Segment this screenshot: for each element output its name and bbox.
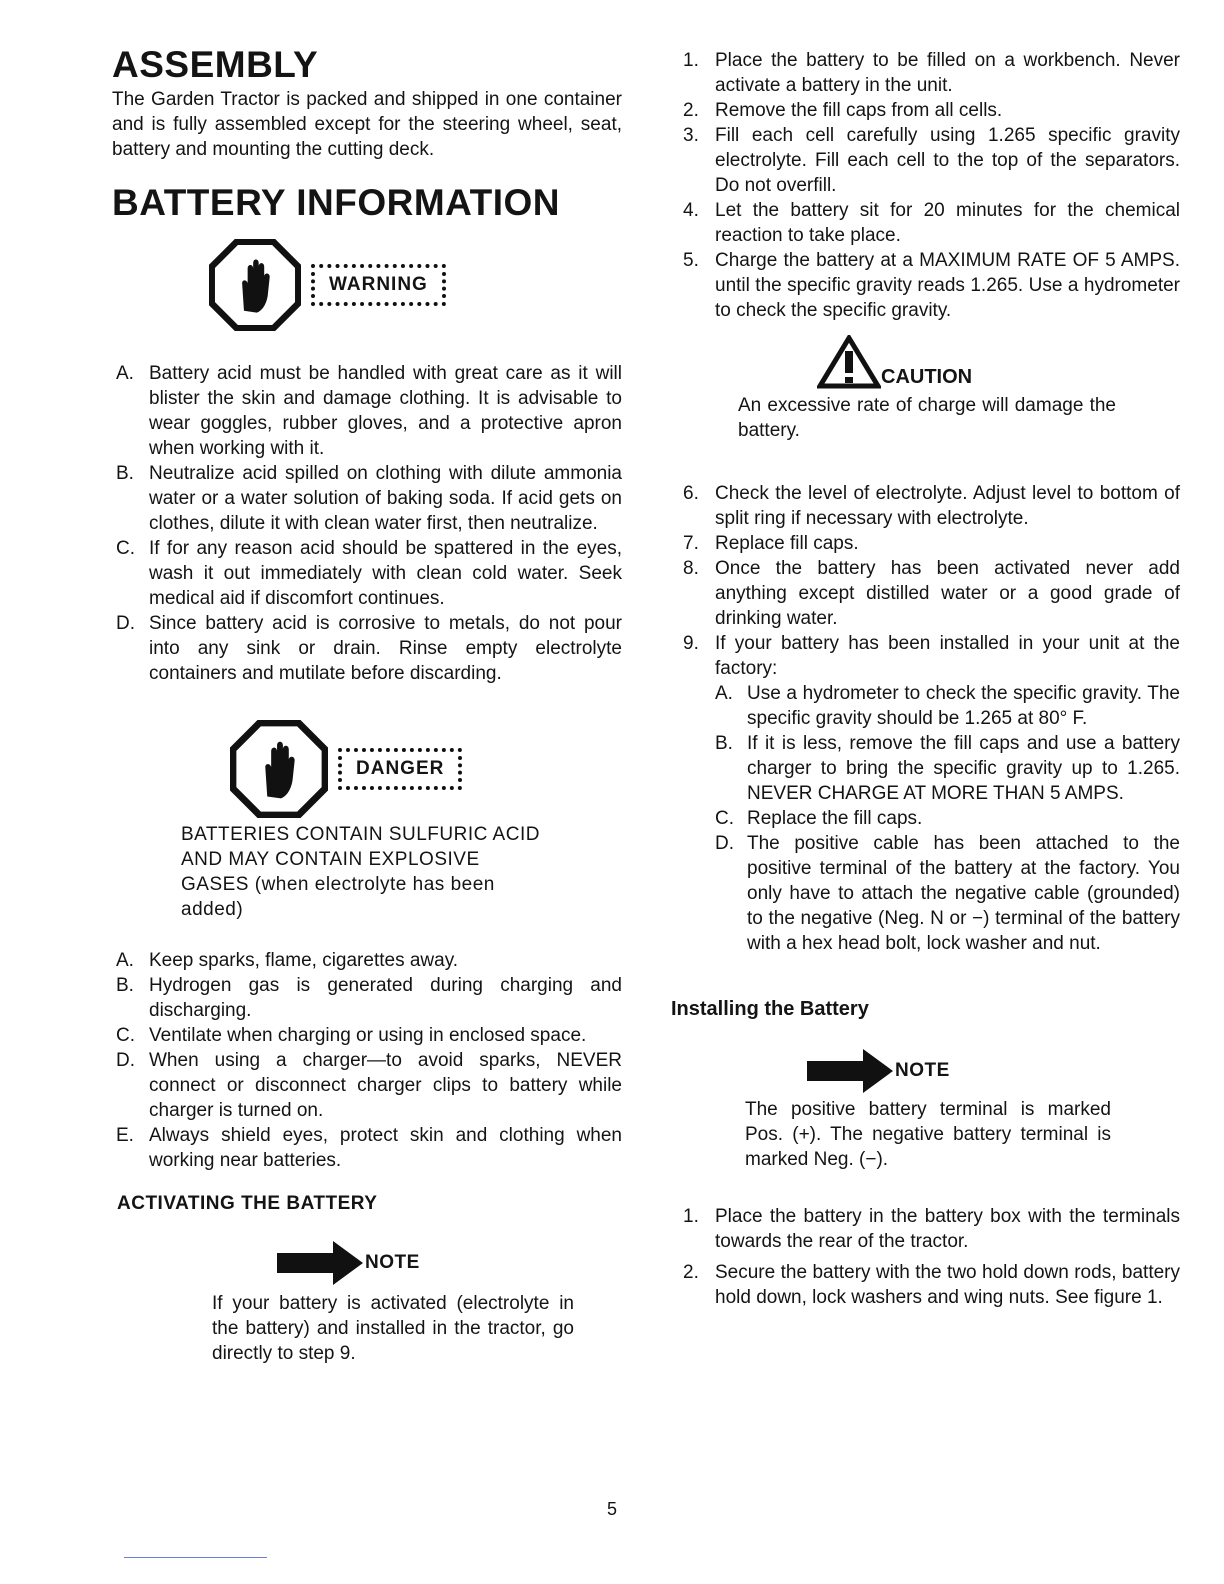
caution-text: An excessive rate of charge will damage the battery.: [738, 395, 1116, 441]
activating-heading: ACTIVATING THE BATTERY: [117, 1193, 378, 1214]
list-item: 7. Replace fill caps.: [683, 533, 859, 554]
list-item: C. If for any reason acid should be spattered in the eyes, wash it out immediately with clean cold water. Seek medical aid if discomfort continues.: [116, 538, 622, 609]
danger-text: BATTERIES CONTAIN SULFURIC ACID AND MAY CONTAIN EXPLOSIVE GASES (when electrolyte has been added): [181, 824, 540, 920]
list-item: 8. Once the battery has been activated never add anything except distilled water or a good grade of drinking water.: [683, 558, 1180, 629]
arrow-right-icon: [277, 1241, 363, 1285]
list-item: B. Neutralize acid spilled on clothing with dilute ammonia water or a water solution of baking soda. If acid gets on clothes, dilute it with clean water first, then neutralize.: [116, 463, 622, 534]
activation-steps-continued: [683, 481, 1180, 956]
list-item: 4. Let the battery sit for 20 minutes for the chemical reaction to take place.: [683, 200, 1180, 246]
note-label: NOTE: [365, 1252, 420, 1273]
list-item: C. Ventilate when charging or using in enclosed space.: [116, 1025, 587, 1046]
list-item: 1. Place the battery to be filled on a workbench. Never activate a battery in the unit.: [683, 50, 1180, 96]
installing-heading: Installing the Battery: [671, 998, 869, 1020]
stop-hand-icon: [230, 720, 328, 818]
left-column: [112, 40, 622, 1366]
battery-info-heading: BATTERY INFORMATION: [112, 182, 560, 223]
list-item: 5. Charge the battery at a MAXIMUM RATE OF 5 AMPS. until the specific gravity reads 1.265. Use a hydrometer to check the specific gravity.: [683, 250, 1180, 321]
danger-list: [112, 948, 622, 1173]
installing-note-text: The positive battery terminal is marked Pos. (+). The negative battery terminal is marked Neg. (−).: [745, 1099, 1111, 1170]
list-item: A. Use a hydrometer to check the specific gravity. The specific gravity should be 1.265 at 80° F.: [715, 683, 1180, 729]
right-column: [671, 40, 1180, 1310]
stop-hand-icon: [209, 239, 301, 331]
caution-triangle-icon: [817, 335, 881, 389]
list-item: 9. If your battery has been installed in your unit at the factory: A. Use a hydrometer to check the specific gravity. The specific gravity should be 1.265 at 80° F. B. If it is less, remove the fill caps and use a battery charger to bring the specific gravity up to 1.265. NEVER CHARGE AT MORE THAN 5 AMPS. C. Replace the fill caps. D. The positive cable has been attached to the positive terminal of the battery at the factory. You only have to attach the negative cable (grounded) to the negative (Neg. N or −) terminal of the battery with a hex head bolt, lock washer and nut.: [683, 633, 1180, 954]
list-item: 6. Check the level of electrolyte. Adjust level to bottom of split ring if necessary with electrolyte.: [683, 483, 1180, 529]
list-item: B. Hydrogen gas is generated during charging and discharging.: [116, 975, 622, 1021]
note-label: NOTE: [895, 1060, 950, 1081]
assembly-text: The Garden Tractor is packed and shipped in one container and is fully assembled except for the steering wheel, seat, battery and mounting the cutting deck.: [112, 89, 622, 160]
list-item: E. Always shield eyes, protect skin and clothing when working near batteries.: [116, 1125, 622, 1171]
list-item: 2. Remove the fill caps from all cells.: [683, 100, 1003, 121]
bottom-rule: [124, 1557, 267, 1558]
installing-note-badge: [807, 1049, 1180, 1093]
activation-steps: [683, 48, 1180, 323]
list-item: D. Since battery acid is corrosive to metals, do not pour into any sink or drain. Rinse empty electrolyte containers and mutilate before discarding.: [116, 613, 622, 684]
list-item: C. Replace the fill caps.: [715, 808, 923, 829]
danger-badge: [230, 720, 622, 818]
list-item: 2. Secure the battery with the two hold down rods, battery hold down, lock washers and wing nuts. See figure 1.: [683, 1262, 1180, 1308]
danger-label: DANGER: [338, 748, 462, 790]
list-item: B. If it is less, remove the fill caps and use a battery charger to bring the specific gravity up to 1.265. NEVER CHARGE AT MORE THAN 5 AMPS.: [715, 733, 1180, 804]
warning-label: WARNING: [311, 264, 446, 306]
list-item: A. Keep sparks, flame, cigarettes away.: [116, 950, 459, 971]
step9-sublist: [715, 681, 1180, 956]
page-number: 5: [606, 1499, 617, 1519]
list-item: 1. Place the battery in the battery box with the terminals towards the rear of the tractor.: [683, 1206, 1180, 1252]
list-item: D. The positive cable has been attached to the positive terminal of the battery at the factory. You only have to attach the negative cable (grounded) to the negative (Neg. N or −) terminal of the battery with a hex head bolt, lock washer and nut.: [715, 833, 1180, 954]
assembly-heading: ASSEMBLY: [112, 44, 319, 85]
list-item: D. When using a charger—to avoid sparks, NEVER connect or disconnect charger clips to battery while charger is turned on.: [116, 1050, 622, 1121]
list-item: 3. Fill each cell carefully using 1.265 specific gravity electrolyte. Fill each cell to the top of the separators. Do not overfill.: [683, 125, 1180, 196]
list-item: A. Battery acid must be handled with great care as it will blister the skin and damage clothing. It is advisable to wear goggles, rubber gloves, and a protective apron when working with it.: [116, 363, 622, 459]
activating-note-text: If your battery is activated (electrolyte in the battery) and installed in the tractor, go directly to step 9.: [212, 1293, 574, 1364]
caution-badge: [817, 335, 1180, 389]
installing-steps: [683, 1204, 1180, 1310]
activating-note-badge: [277, 1241, 622, 1285]
caution-label: CAUTION: [881, 366, 973, 388]
warning-list: [112, 361, 622, 686]
arrow-right-icon: [807, 1049, 893, 1093]
warning-badge: [209, 239, 622, 331]
